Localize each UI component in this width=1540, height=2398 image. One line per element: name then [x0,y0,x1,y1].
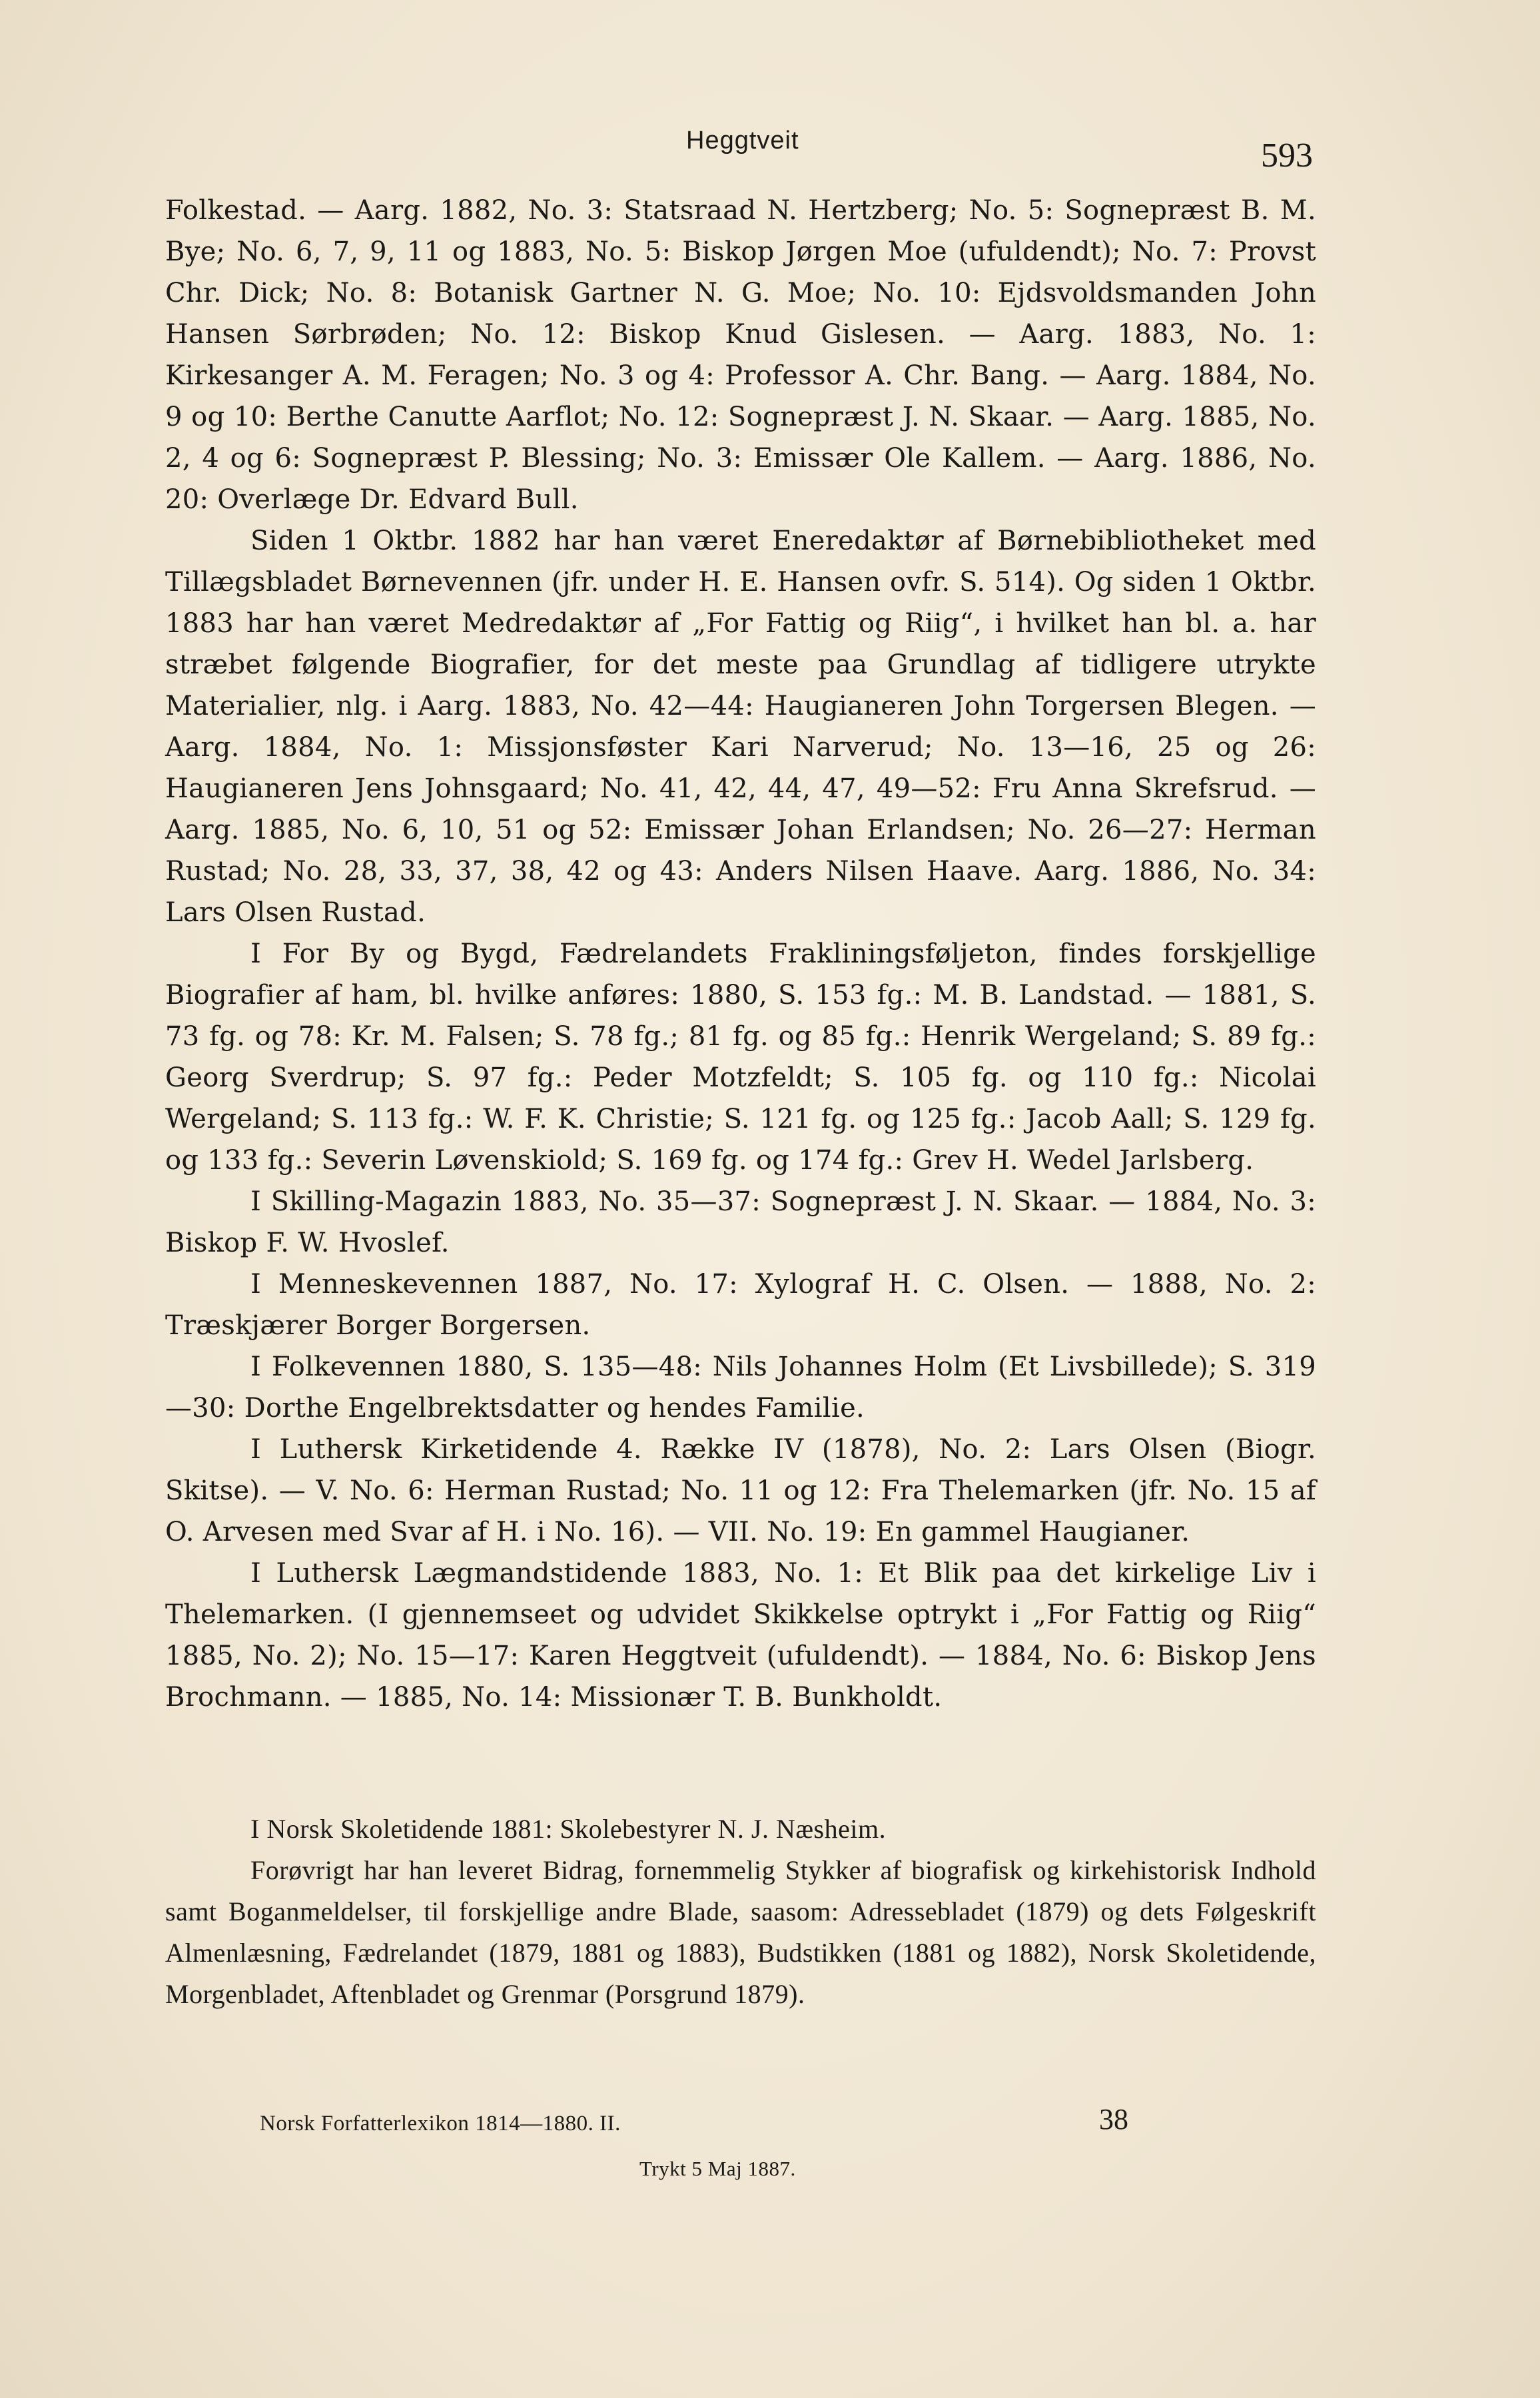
paragraph-menneskevennen: I Menneskevennen 1887, No. 17: Xylograf H. C. Olsen. — 1888, No. 2: Træskjærer Borger Borgersen. [165,1269,1316,1341]
paragraph-skilling-magazin: I Skilling-Magazin 1883, No. 35—37: Sognepræst J. N. Skaar. — 1884, No. 3: Biskop F. W. Hvoslef. [165,1186,1316,1258]
page-number: 593 [1261,137,1313,175]
paragraph-norsk-skoletidende: I Norsk Skoletidende 1881: Skolebestyrer N. J. Næsheim. [250,1814,887,1844]
paragraph-luthersk-laegmandstidende: I Luthersk Lægmandstidende 1883, No. 1: Et Blik paa det kirkelige Liv i Thelemarken. (I gjennemseet og udvidet Skikkelse optrykt i „For Fattig og Riig“ 1885, No. 2); No. 15—17: Karen Heggtveit (ufuldendt). — 1884, No. 6: Biskop Jens Brochmann. — 1885, No. 14: Missionær T. B. Bunkholdt. [165,1558,1316,1713]
print-date: Trykt 5 Maj 1887. [639,2157,796,2180]
paragraph-forovrigt: Forøvrigt har han leveret Bidrag, fornemmelig Stykker af biografisk og kirkehistorisk Indhold samt Boganmeldelser, til forskjellige andre Blade, saasom: Adressebladet (1879) og dets Følgeskrift Almenlæsning, Fædrelandet (1879, 1881 og 1883), Budstikken (1881 og 1882), Norsk Skoletidende, Morgenbladet, Aftenbladet og Grenmar (Porsgrund 1879). [165,1855,1316,2009]
sheet-number: 38 [1099,2103,1128,2136]
paragraph-for-by-og-bygd: I For By og Bygd, Fædrelandets Frakliningsføljeton, findes forskjellige Biografier af ham, bl. hvilke anføres: 1880, S. 153 fg.: M. B. Landstad. — 1881, S. 73 fg. og 78: Kr. M. Falsen; S. 78 fg.; 81 fg. og 85 fg.: Henrik Wergeland; S. 89 fg.: Georg Sverdrup; S. 97 fg.: Peder Motzfeldt; S. 105 fg. og 110 fg.: Nicolai Wergeland; S. 113 fg.: W. F. K. Christie; S. 121 fg. og 125 fg.: Jacob Aall; S. 129 fg. og 133 fg.: Severin Løvenskiold; S. 169 fg. og 174 fg.: Grev H. Wedel Jarlsberg. [165,939,1316,1176]
paragraph-folkestad-continuation: Folkestad. — Aarg. 1882, No. 3: Statsraad N. Hertzberg; No. 5: Sognepræst B. M. Bye; No. 6, 7, 9, 11 og 1883, No. 5: Biskop Jørgen Moe (ufuldendt); No. 7: Provst Chr. Dick; No. 8: Botanisk Gartner N. G. Moe; No. 10: Ejdsvoldsmanden John Hansen Sørbrøden; No. 12: Biskop Knud Gislesen. — Aarg. 1883, No. 1: Kirkesanger A. M. Feragen; No. 3 og 4: Professor A. Chr. Bang. — Aarg. 1884, No. 9 og 10: Berthe Canutte Aarflot; No. 12: Sognepræst J. N. Skaar. — Aarg. 1885, No. 2, 4 og 6: Sognepræst P. Blessing; No. 3: Emissær Ole Kallem. — Aarg. 1886, No. 20: Overlæge Dr. Edvard Bull. [165,195,1316,515]
paragraph-folkevennen: I Folkevennen 1880, S. 135—48: Nils Johannes Holm (Et Livsbillede); S. 319—30: Dorthe Engelbrektsdatter og hendes Familie. [165,1352,1316,1423]
running-head: Heggtveit [686,127,799,155]
latin-text-block [165,1808,1316,2015]
page-header [0,127,1540,187]
page-footer [0,2092,1540,2192]
footer-signature: Norsk Forfatterlexikon 1814—1880. II. [260,2112,621,2136]
main-text [165,190,1316,1718]
paragraph-bornebiblioteket: Siden 1 Oktbr. 1882 har han været Eneredaktør af Børnebibliotheket med Tillægsbladet Børnevennen (jfr. under H. E. Hansen ovfr. S. 514). Og siden 1 Oktbr. 1883 har han været Medredaktør af „For Fattig og Riig“, i hvilket han bl. a. har stræbet følgende Biografier, for det meste paa Grundlag af tidligere utrykte Materialier, nlg. i Aarg. 1883, No. 42—44: Haugianeren John Torgersen Blegen. — Aarg. 1884, No. 1: Missjonsføster Kari Narverud; No. 13—16, 25 og 26: Haugianeren Jens Johnsgaard; No. 41, 42, 44, 47, 49—52: Fru Anna Skrefsrud. — Aarg. 1885, No. 6, 10, 51 og 52: Emissær Johan Erlandsen; No. 26—27: Herman Rustad; No. 28, 33, 37, 38, 42 og 43: Anders Nilsen Haave. Aarg. 1886, No. 34: Lars Olsen Rustad. [165,526,1316,928]
paragraph-luthersk-kirketidende: I Luthersk Kirketidende 4. Række IV (1878), No. 2: Lars Olsen (Biogr. Skitse). — V. No. 6: Herman Rustad; No. 11 og 12: Fra Thelemarken (jfr. No. 15 af O. Arvesen med Svar af H. i No. 16). — VII. No. 19: En gammel Haugianer. [165,1434,1316,1547]
